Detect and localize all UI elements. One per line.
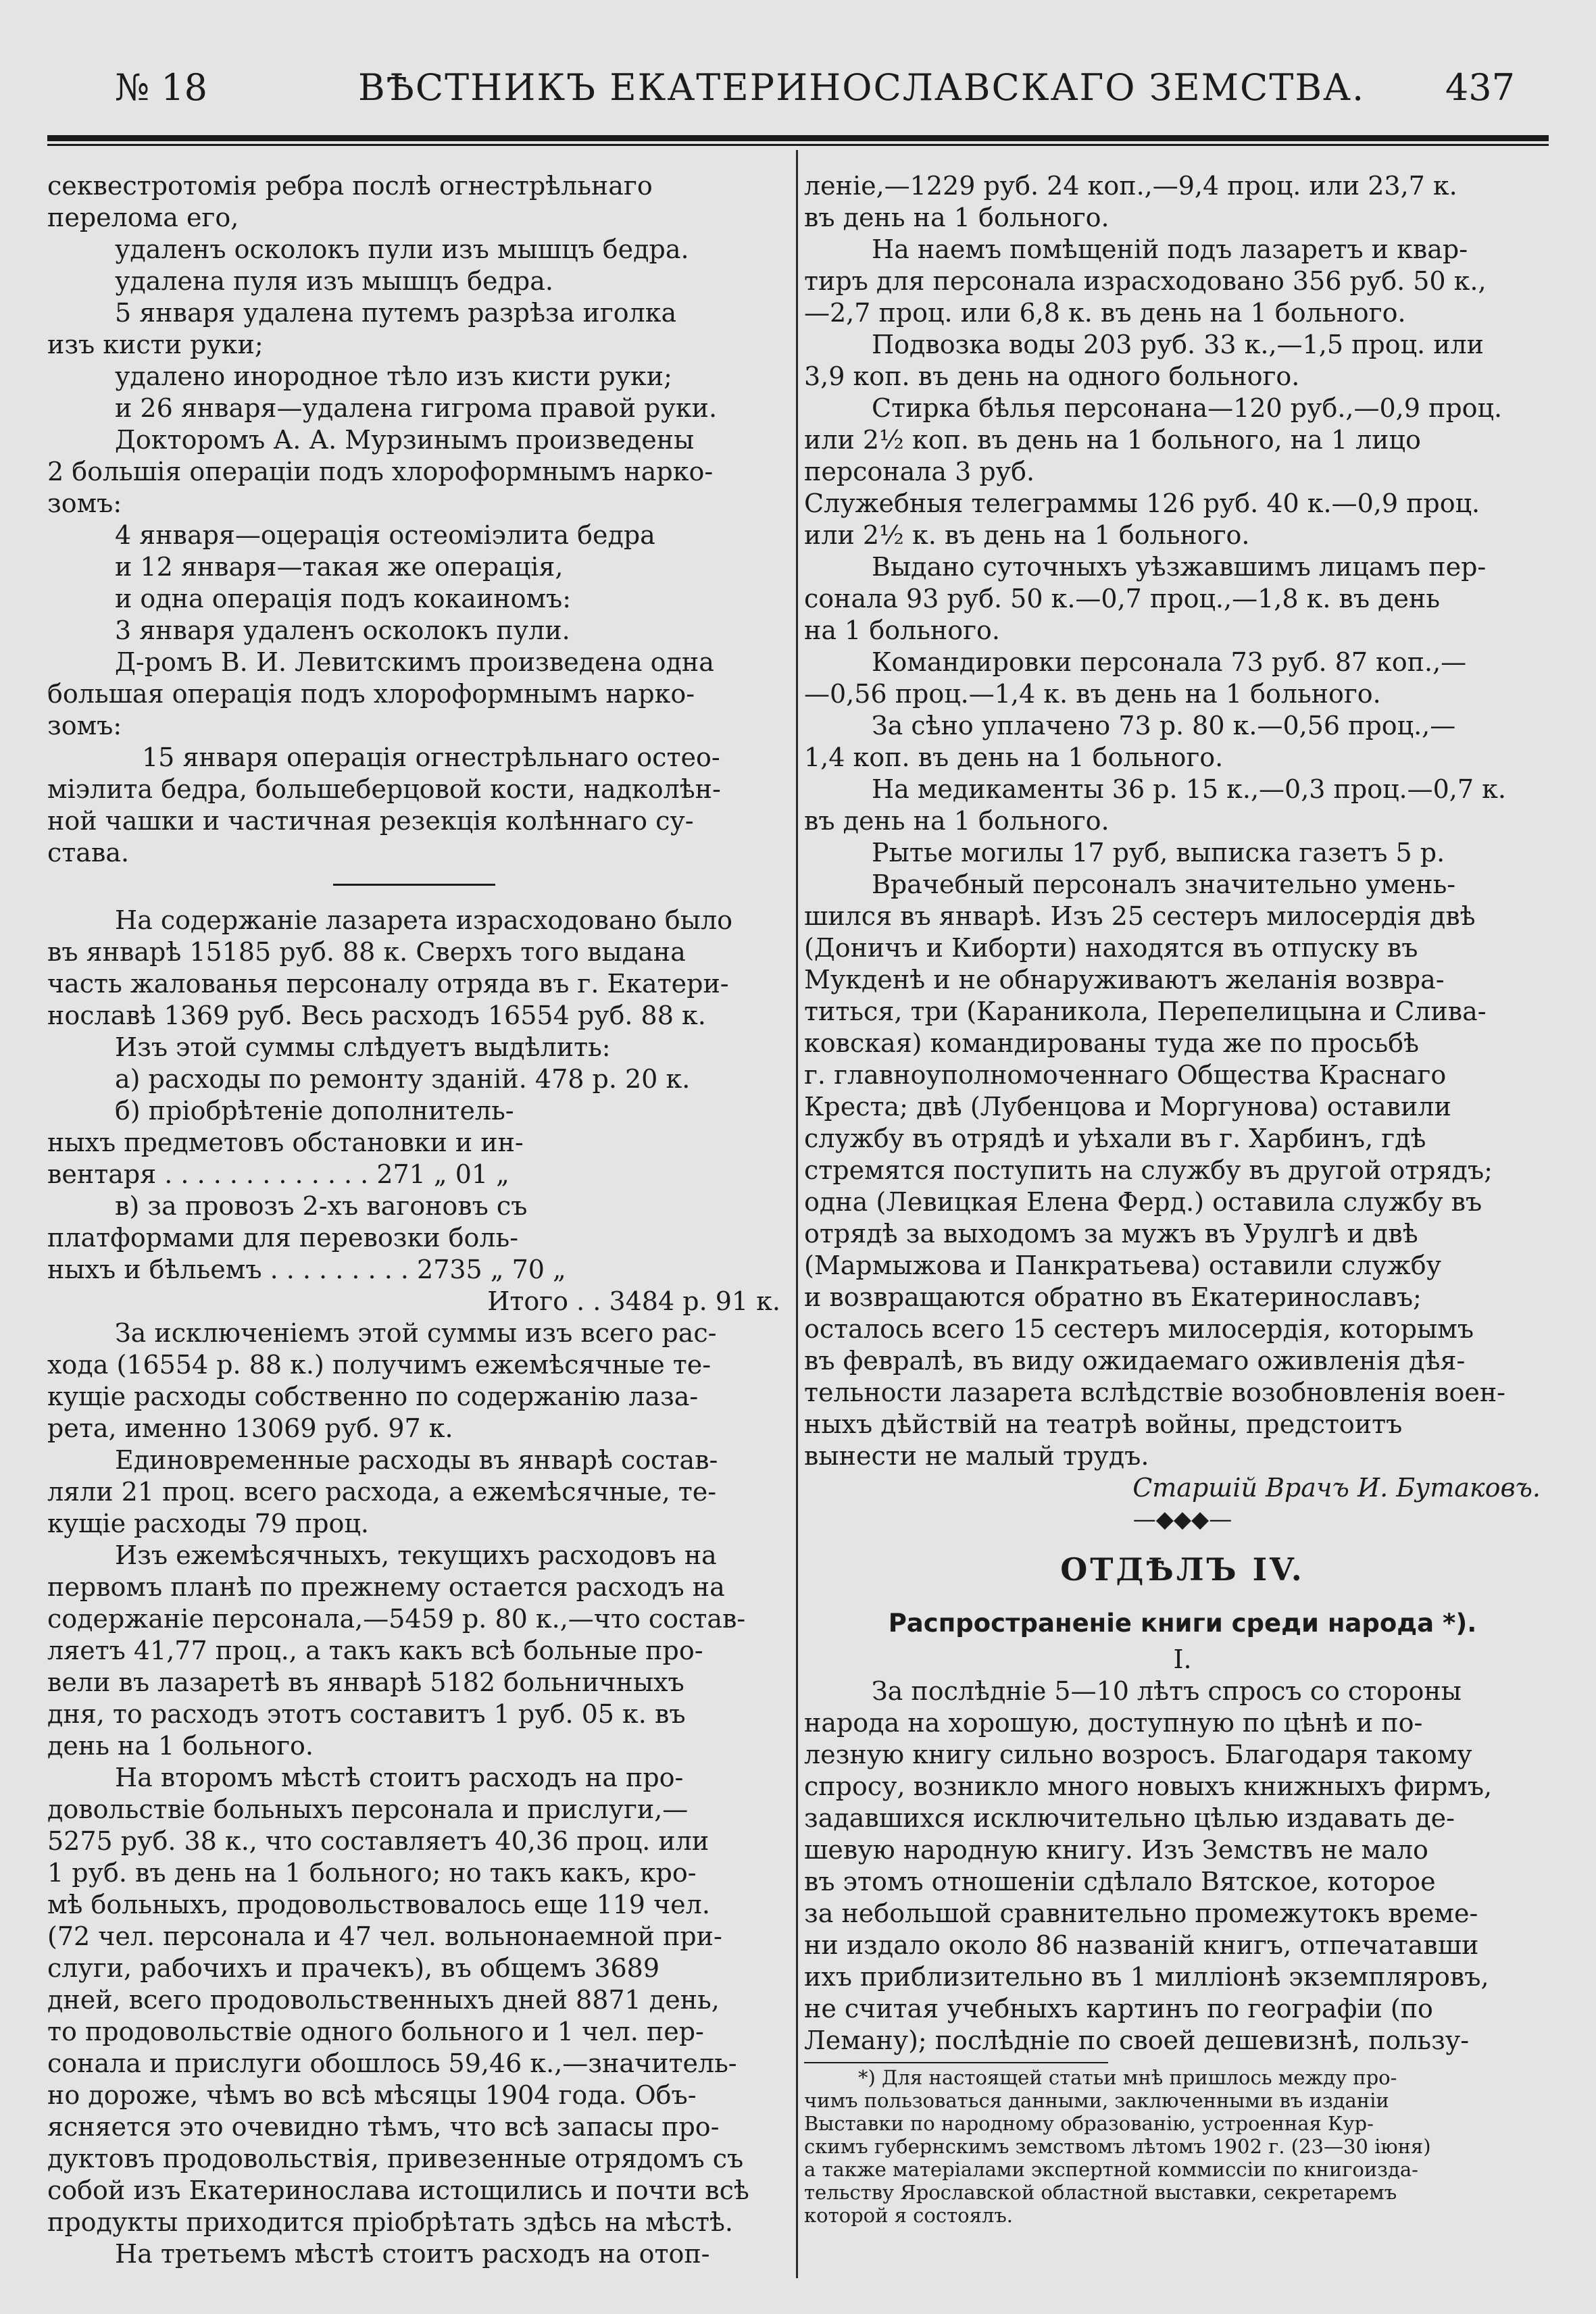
text-line: (Доничъ и Киборти) находятся въ отпуску въ xyxy=(804,933,1418,963)
text-line: Выдано суточныхъ уѣзжавшимъ лицамъ пер- xyxy=(872,552,1487,582)
text-line: одна (Левицкая Елена Ферд.) оставила службу въ xyxy=(804,1187,1482,1217)
text-line: тельству Ярославской областной выставки, секретаремъ xyxy=(804,2181,1397,2204)
section-title: ОТДѢЛЪ IV. xyxy=(1060,1551,1305,1588)
text-line: въ февралѣ, въ виду ожидаемаго оживленія дѣя- xyxy=(804,1346,1466,1376)
text-line: хода (16554 р. 88 к.) получимъ ежемѣсячные те- xyxy=(47,1350,712,1380)
text-line: сонала и прислуги обошлось 59,46 к.,—значитель- xyxy=(47,2048,737,2078)
text-line: но дороже, чѣмъ во всѣ мѣсяцы 1904 года. Объ- xyxy=(47,2080,697,2110)
text-line: Командировки персонала 73 руб. 87 коп.,— xyxy=(872,647,1467,677)
page-header xyxy=(115,66,1515,120)
left-text-block-1 xyxy=(47,170,780,869)
right-text-block-2 xyxy=(804,1676,1561,2057)
text-line: рета, именно 13069 руб. 97 к. xyxy=(47,1413,453,1443)
page-number: 437 xyxy=(1445,66,1515,109)
text-line: и одна операція подъ кокаиномъ: xyxy=(115,584,572,613)
header-rule-thin xyxy=(47,144,1549,146)
text-line: Леману); послѣдніе по своей дешевизнѣ, пользу- xyxy=(804,2026,1470,2055)
text-line: За исключеніемъ этой суммы изъ всего рас- xyxy=(115,1318,717,1348)
text-line: продукты приходится пріобрѣтать здѣсь на мѣстѣ. xyxy=(47,2207,733,2237)
text-line: вынести не малый трудъ. xyxy=(804,1441,1149,1471)
text-line: удалена пуля изъ мышцъ бедра. xyxy=(115,266,553,296)
text-line: въ день на 1 больного. xyxy=(804,806,1109,836)
text-line: титься, три (Караникола, Перепелицына и Слива- xyxy=(804,997,1487,1026)
text-line: дня, то расходъ этотъ составитъ 1 руб. 05 к. въ xyxy=(47,1699,686,1729)
text-line: то продовольствіе одного больного и 1 чел. пер- xyxy=(47,2017,704,2046)
text-line: народа на хорошую, доступную по цѣнѣ и по- xyxy=(804,1708,1423,1738)
right-column xyxy=(796,170,1561,2227)
chapter-numeral: I. xyxy=(1173,1644,1192,1674)
text-line: За сѣно уплачено 73 р. 80 к.—0,56 проц.,— xyxy=(872,711,1456,740)
text-line: и 26 января—удалена гигрома правой руки. xyxy=(115,393,718,423)
text-line: чимъ пользоваться данными, заключенными въ изданіи xyxy=(804,2089,1389,2112)
text-line: секвестротомія ребра послѣ огнестрѣльнаго xyxy=(47,171,653,201)
text-line: Изъ ежемѣсячныхъ, текущихъ расходовъ на xyxy=(115,1540,717,1570)
left-text-block-2 xyxy=(47,905,780,2270)
text-line: Докторомъ А. А. Мурзинымъ произведены xyxy=(115,425,695,455)
text-line: Рытье могилы 17 руб, выписка газетъ 5 р. xyxy=(872,838,1445,867)
text-line: Креста; двѣ (Лубенцова и Моргунова) оставили xyxy=(804,1092,1451,1122)
text-line: става. xyxy=(47,838,130,867)
text-line: —2,7 проц. или 6,8 к. въ день на 1 больного. xyxy=(804,298,1406,328)
text-line: большая операція подъ хлороформнымъ нарко- xyxy=(47,679,695,709)
text-line: ляетъ 41,77 проц., а такъ какъ всѣ больные про- xyxy=(47,1636,703,1665)
text-line: лезную книгу сильно возросъ. Благодаря такому xyxy=(804,1740,1472,1769)
text-line: нославѣ 1369 руб. Весь расходъ 16554 руб. 88 к. xyxy=(47,1001,706,1030)
text-line: 2 большія операціи подъ хлороформнымъ нарко- xyxy=(47,457,714,486)
header-rule-thick xyxy=(47,135,1549,141)
text-line: леніе,—1229 руб. 24 коп.,—9,4 проц. или 23,7 к. xyxy=(804,171,1457,201)
right-text-block-1 xyxy=(804,170,1561,1472)
text-line: зомъ: xyxy=(47,711,122,740)
text-line: Изъ этой суммы слѣдуетъ выдѣлить: xyxy=(115,1032,611,1062)
text-line: а) расходы по ремонту зданій. 478 р. 20 к. xyxy=(115,1064,691,1094)
text-line: *) Для настоящей статьи мнѣ пришлось между про- xyxy=(858,2066,1397,2089)
article-title: Распространеніе книги среди народа *). xyxy=(888,1609,1477,1638)
text-line: мѣ больныхъ, продовольствовалось еще 119 чел. xyxy=(47,1890,710,1919)
text-line: платформами для перевозки боль- xyxy=(47,1223,519,1253)
text-line: и возвращаются обратно въ Екатеринославъ; xyxy=(804,1282,1422,1312)
text-line: ныхъ дѣйствій на театрѣ войны, предстоитъ xyxy=(804,1409,1403,1439)
text-line: (72 чел. персонала и 47 чел. вольнонаемной при- xyxy=(47,1921,722,1951)
text-line: Стирка бѣлья персонана—120 руб.,—0,9 проц. xyxy=(872,393,1503,423)
text-line: г. главноуполномоченнаго Общества Краснаго xyxy=(804,1060,1447,1090)
text-line: удалено инородное тѣло изъ кисти руки; xyxy=(115,361,672,391)
text-line: или 2½ к. въ день на 1 больного. xyxy=(804,520,1250,550)
signature: Старшій Врачъ И. Бутаковъ. xyxy=(1132,1473,1541,1503)
text-line: ныхъ и бѣльемъ . . . . . . . . . 2735 „ 70 „ xyxy=(47,1255,566,1284)
text-line: в) за провозъ 2-хъ вагоновъ съ xyxy=(115,1191,528,1221)
text-line: Выставки по народному образованію, устроенная Кур- xyxy=(804,2112,1374,2135)
footnote-rule xyxy=(804,2062,1108,2063)
text-line: первомъ планѣ по прежнему остается расходъ на xyxy=(47,1572,725,1602)
text-line: часть жалованья персоналу отряда въ г. Екатери- xyxy=(47,969,729,999)
text-line: 4 января—оцерація остеоміэлита бедра xyxy=(115,520,655,550)
text-line: На наемъ помѣщеній подъ лазаретъ и квар- xyxy=(872,234,1468,264)
text-line: ной чашки и частичная резекція колѣннаго су- xyxy=(47,806,694,836)
text-line: 3,9 коп. въ день на одного больного. xyxy=(804,361,1300,391)
text-line: отрядѣ за выходомъ за мужъ въ Урулгѣ и двѣ xyxy=(804,1219,1418,1249)
text-line: Д-ромъ В. И. Левитскимъ произведена одна xyxy=(115,647,714,677)
journal-title: ВѢСТНИКЪ ЕКАТЕРИНОСЛАВСКАГО ЗЕМСТВА. xyxy=(358,66,1366,109)
text-line: зомъ: xyxy=(47,488,122,518)
text-line: слуги, рабочихъ и прачекъ), въ общемъ 3689 xyxy=(47,1953,660,1983)
text-line: удаленъ осколокъ пули изъ мышцъ бедра. xyxy=(115,234,689,264)
text-line: кущіе расходы 79 проц. xyxy=(47,1509,369,1538)
text-line: день на 1 больного. xyxy=(47,1731,314,1761)
text-line: ляли 21 проц. всего расхода, а ежемѣсячные, те- xyxy=(47,1477,717,1507)
text-line: шевую народную книгу. Изъ Земствъ не мало xyxy=(804,1835,1428,1865)
text-line: Итого . . 3484 р. 91 к. xyxy=(487,1286,780,1316)
text-line: За послѣдніе 5—10 лѣтъ спросъ со стороны xyxy=(872,1676,1462,1706)
text-line: 1,4 коп. въ день на 1 больного. xyxy=(804,743,1224,772)
text-line: осталось всего 15 сестеръ милосердія, которымъ xyxy=(804,1314,1474,1344)
text-line: 5 января удалена путемъ разрѣза иголка xyxy=(115,298,677,328)
text-line: дуктовъ продовольствія, привезенные отрядомъ съ xyxy=(47,2144,744,2173)
text-line: 15 января операція огнестрѣльнаго остео- xyxy=(142,743,720,772)
text-line: Служебныя телеграммы 126 руб. 40 к.—0,9 проц. xyxy=(804,488,1480,518)
text-line: вентаря . . . . . . . . . . . . . 271 „ 01 „ xyxy=(47,1159,509,1189)
text-line: б) пріобрѣтеніе дополнитель- xyxy=(115,1096,514,1126)
text-line: задавшихся исключительно цѣлью издавать де- xyxy=(804,1803,1455,1833)
text-line: (Мармыжова и Панкратьева) оставили службу xyxy=(804,1251,1441,1280)
text-line: На второмъ мѣстѣ стоитъ расходъ на про- xyxy=(115,1763,684,1792)
text-line: ни издало около 86 названій книгъ, отпечатавши xyxy=(804,1930,1479,1960)
text-line: въ этомъ отношеніи сдѣлало Вятское, которое xyxy=(804,1867,1436,1896)
text-line: не считая учебныхъ картинъ по географіи (по xyxy=(804,1994,1433,2023)
text-line: собой изъ Екатеринослава истощились и почти всѣ xyxy=(47,2175,749,2205)
text-line: На третьемъ мѣстѣ стоитъ расходъ на отоп- xyxy=(115,2239,710,2269)
text-line: и 12 января—такая же операція, xyxy=(115,552,564,582)
text-line: скимъ губернскимъ земствомъ лѣтомъ 1902 г. (23—30 іюня) xyxy=(804,2135,1431,2158)
text-line: которой я состоялъ. xyxy=(804,2204,1014,2227)
left-column xyxy=(47,170,780,2270)
text-line: ихъ приблизительно въ 1 милліонѣ экземпляровъ, xyxy=(804,1962,1489,1992)
text-line: міэлита бедра, большеберцовой кости, надколѣн- xyxy=(47,774,721,804)
issue-number: № 18 xyxy=(115,66,207,109)
text-line: ковская) командированы туда же по просьбѣ xyxy=(804,1028,1419,1058)
text-line: за небольшой сравнительно промежутокъ време- xyxy=(804,1898,1478,1928)
text-line: На медикаменты 36 р. 15 к.,—0,3 проц.—0,7 к. xyxy=(872,774,1506,804)
text-line: ясняется это очевидно тѣмъ, что всѣ запасы про- xyxy=(47,2112,720,2142)
footnote xyxy=(804,2066,1561,2227)
text-line: сонала 93 руб. 50 к.—0,7 проц.,—1,8 к. въ день xyxy=(804,584,1441,613)
text-line: 1 руб. въ день на 1 больного; но такъ какъ, кро- xyxy=(47,1858,697,1888)
text-line: дней, всего продовольственныхъ дней 8871 день, xyxy=(47,1985,720,2015)
text-line: ныхъ предметовъ обстановки и ин- xyxy=(47,1128,524,1157)
text-line: перелома его, xyxy=(47,203,239,232)
text-line: 3 января удаленъ осколокъ пули. xyxy=(115,615,570,645)
text-line: —0,56 проц.—1,4 к. въ день на 1 больного. xyxy=(804,679,1381,709)
text-line: на 1 больного. xyxy=(804,615,1000,645)
text-line: кущіе расходы собственно по содержанію лаза- xyxy=(47,1382,699,1411)
text-line: Врачебный персоналъ значительно умень- xyxy=(872,870,1456,899)
ornament: —◆◆◆— xyxy=(1132,1506,1232,1533)
text-line: Единовременные расходы въ январѣ состав- xyxy=(115,1445,718,1475)
text-line: въ январѣ 15185 руб. 88 к. Сверхъ того выдана xyxy=(47,937,686,967)
text-line: а также матеріалами экспертной коммиссіи по книгоизда- xyxy=(804,2158,1418,2181)
text-line: На содержаніе лазарета израсходовано было xyxy=(115,905,733,935)
text-line: персонала 3 руб. xyxy=(804,457,1035,486)
text-line: изъ кисти руки; xyxy=(47,330,264,359)
text-line: вели въ лазаретѣ въ январѣ 5182 больничныхъ xyxy=(47,1667,684,1697)
text-line: или 2½ коп. въ день на 1 больного, на 1 лицо xyxy=(804,425,1421,455)
text-line: въ день на 1 больного. xyxy=(804,203,1109,232)
text-line: шился въ январѣ. Изъ 25 сестеръ милосердія двѣ xyxy=(804,901,1476,931)
text-line: Подвозка воды 203 руб. 33 к.,—1,5 проц. или xyxy=(872,330,1484,359)
text-line: стремятся поступить на службу въ другой отрядъ; xyxy=(804,1155,1493,1185)
text-line: службу въ отрядѣ и уѣхали въ г. Харбинъ, гдѣ xyxy=(804,1124,1426,1153)
text-line: 5275 руб. 38 к., что составляетъ 40,36 проц. или xyxy=(47,1826,709,1856)
text-line: спросу, возникло много новыхъ книжныхъ фирмъ, xyxy=(804,1771,1493,1801)
text-line: содержаніе персонала,—5459 р. 80 к.,—что состав- xyxy=(47,1604,746,1634)
section-separator xyxy=(333,884,495,886)
text-line: тельности лазарета вслѣдствіе возобновленія воен- xyxy=(804,1378,1505,1407)
text-line: Мукденѣ и не обнаруживаютъ желанія возвра- xyxy=(804,965,1445,995)
text-line: тиръ для персонала израсходовано 356 руб. 50 к., xyxy=(804,266,1487,296)
text-line: довольствіе больныхъ персонала и прислуги,— xyxy=(47,1794,689,1824)
